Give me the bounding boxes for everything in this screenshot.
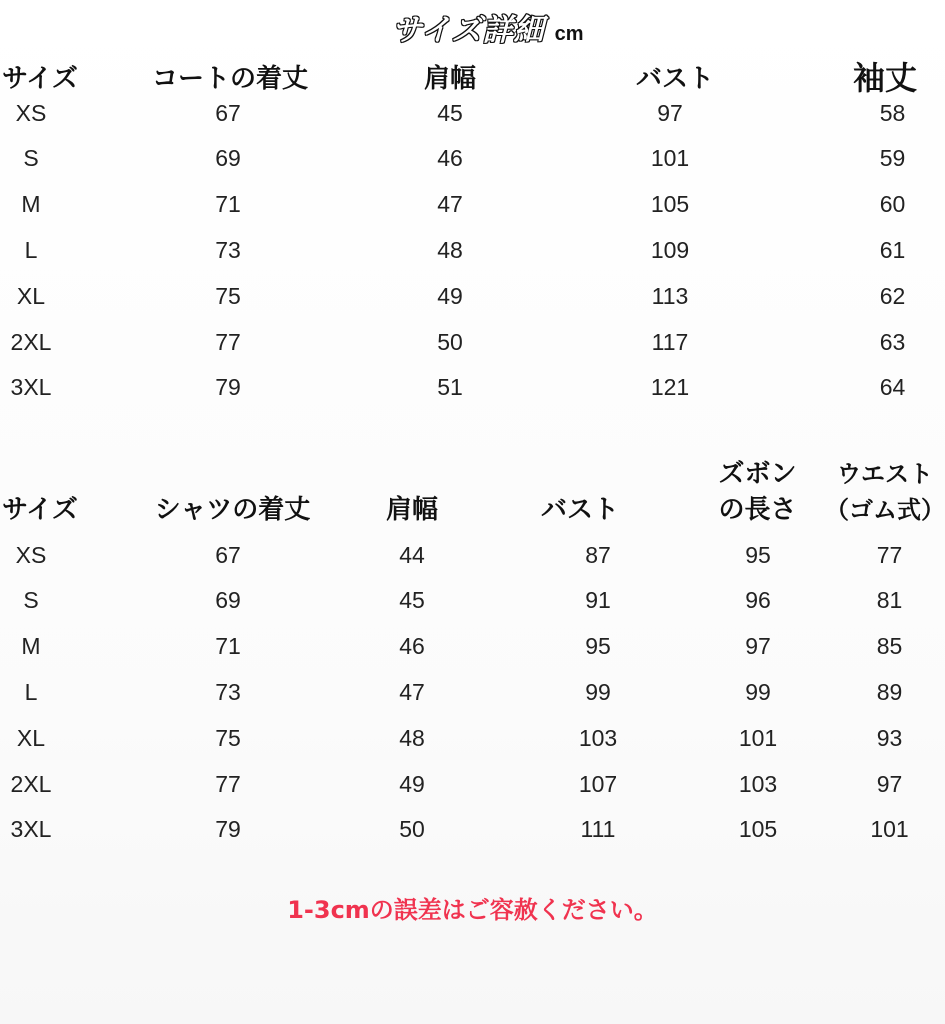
shirt-table-header bbox=[0, 448, 945, 528]
coat-table-cell: 60 bbox=[879, 191, 906, 218]
coat-table-cell: XS bbox=[15, 99, 47, 126]
coat-table-cell: 3XL bbox=[10, 374, 52, 401]
coat-table-header bbox=[0, 56, 945, 96]
shirt-table-cell: 97 bbox=[745, 633, 771, 660]
coat-table-row bbox=[0, 322, 945, 362]
shirt-table-cell: S bbox=[23, 587, 39, 614]
coat-table-cell: L bbox=[24, 236, 38, 263]
coat-table-cell: 67 bbox=[215, 99, 241, 126]
coat-table-cell: 105 bbox=[650, 191, 690, 218]
shirt-table-cell: 87 bbox=[585, 541, 611, 568]
coat-table-cell: 69 bbox=[215, 145, 241, 172]
shirt-table-cell: 93 bbox=[876, 724, 903, 751]
shirt-table-cell: 45 bbox=[399, 587, 425, 614]
shirt-table-cell: 103 bbox=[578, 724, 618, 751]
shirt-table-cell: 85 bbox=[876, 633, 903, 660]
shirt-table-cell: 101 bbox=[870, 816, 909, 843]
coat-table-cell: 63 bbox=[879, 328, 906, 355]
shirt-table-cell: 75 bbox=[215, 724, 241, 751]
coat-table-cell: 73 bbox=[215, 236, 241, 263]
shirt-table-cell: 95 bbox=[745, 541, 771, 568]
coat-table-cell: 58 bbox=[879, 99, 906, 126]
coat-table-row bbox=[0, 93, 945, 133]
shirt-table-cell: XS bbox=[15, 541, 47, 568]
shirt-header-length: シャツの着丈 bbox=[154, 495, 311, 525]
unit-label: cm bbox=[554, 23, 584, 45]
coat-table-row bbox=[0, 230, 945, 270]
shirt-table-cell: 107 bbox=[578, 770, 618, 797]
shirt-table-cell: L bbox=[24, 678, 38, 705]
coat-header-size: サイズ bbox=[2, 63, 78, 94]
shirt-header-size: サイズ bbox=[2, 495, 78, 525]
shirt-table-cell: 99 bbox=[585, 678, 611, 705]
shirt-table-cell: 49 bbox=[399, 770, 425, 797]
coat-table-row bbox=[0, 276, 945, 316]
coat-table-cell: 47 bbox=[437, 191, 463, 218]
shirt-table-row bbox=[0, 627, 945, 667]
coat-table-cell: 79 bbox=[215, 374, 241, 401]
coat-table-cell: 48 bbox=[437, 236, 463, 263]
coat-table-cell: 101 bbox=[650, 145, 690, 172]
coat-table-cell: 71 bbox=[215, 191, 241, 218]
shirt-table-cell: 73 bbox=[215, 678, 241, 705]
shirt-table-cell: XL bbox=[16, 724, 46, 751]
shirt-header-bust: バスト bbox=[540, 495, 619, 525]
shirt-table-cell: 81 bbox=[876, 587, 903, 614]
page-title: サイズ詳細 bbox=[392, 13, 545, 48]
shirt-header-shoulder: 肩幅 bbox=[385, 495, 438, 525]
shirt-table-cell: 79 bbox=[215, 816, 241, 843]
shirt-table-row bbox=[0, 535, 945, 575]
shirt-table-cell: 50 bbox=[399, 816, 425, 843]
shirt-table-cell: 91 bbox=[585, 587, 611, 614]
shirt-table-cell: 95 bbox=[585, 633, 611, 660]
coat-table-cell: M bbox=[21, 191, 41, 218]
shirt-table-cell: 103 bbox=[738, 770, 778, 797]
coat-table-cell: 61 bbox=[879, 236, 906, 263]
coat-table-cell: 46 bbox=[437, 145, 463, 172]
shirt-table-cell: 69 bbox=[215, 587, 241, 614]
shirt-table-cell: 99 bbox=[745, 678, 771, 705]
shirt-table-cell: 67 bbox=[215, 541, 241, 568]
coat-table-cell: 77 bbox=[215, 328, 241, 355]
coat-header-bust: バスト bbox=[635, 63, 714, 94]
shirt-table-cell: 96 bbox=[745, 587, 771, 614]
title-block bbox=[392, 6, 584, 46]
shirt-table-row bbox=[0, 581, 945, 621]
coat-table-cell: 50 bbox=[437, 328, 463, 355]
coat-table-cell: 109 bbox=[650, 236, 690, 263]
shirt-table-cell: 48 bbox=[399, 724, 425, 751]
coat-table-cell: S bbox=[23, 145, 39, 172]
coat-table-cell: 75 bbox=[215, 282, 241, 309]
coat-table-row bbox=[0, 139, 945, 179]
shirt-table-cell: 71 bbox=[215, 633, 241, 660]
shirt-table-cell: 44 bbox=[399, 541, 425, 568]
coat-table-cell: 62 bbox=[879, 282, 906, 309]
coat-table-cell: XL bbox=[16, 282, 46, 309]
shirt-table-row bbox=[0, 672, 945, 712]
coat-table-cell: 51 bbox=[437, 374, 463, 401]
coat-header-sleeve: 袖丈 bbox=[852, 59, 917, 97]
shirt-table-cell: 77 bbox=[876, 541, 903, 568]
coat-table-cell: 45 bbox=[437, 99, 463, 126]
coat-table-cell: 97 bbox=[657, 99, 683, 126]
shirt-table-cell: M bbox=[21, 633, 41, 660]
shirt-table-cell: 46 bbox=[399, 633, 425, 660]
coat-table-cell: 49 bbox=[437, 282, 463, 309]
coat-table-cell: 117 bbox=[651, 328, 689, 355]
shirt-table-cell: 111 bbox=[580, 816, 616, 843]
shirt-table-cell: 89 bbox=[876, 678, 903, 705]
coat-table-cell: 121 bbox=[650, 374, 690, 401]
shirt-table-cell: 77 bbox=[215, 770, 241, 797]
tolerance-note: 1-3cmの誤差はご容赦ください。 bbox=[287, 896, 658, 924]
coat-table-row bbox=[0, 185, 945, 225]
shirt-header-pants-length: ズボン の長さ bbox=[718, 459, 797, 525]
shirt-table-row bbox=[0, 718, 945, 758]
shirt-table-cell: 101 bbox=[738, 724, 778, 751]
coat-table-cell: 2XL bbox=[10, 328, 52, 355]
shirt-table-cell: 47 bbox=[399, 678, 425, 705]
shirt-table-row bbox=[0, 810, 945, 850]
shirt-table-row bbox=[0, 764, 945, 804]
shirt-table-cell: 105 bbox=[738, 816, 778, 843]
coat-table-cell: 64 bbox=[879, 374, 906, 401]
coat-header-length: コートの着丈 bbox=[151, 63, 308, 94]
shirt-header-waist: ウエスト （ゴム式） bbox=[825, 460, 945, 524]
shirt-table-cell: 2XL bbox=[10, 770, 52, 797]
shirt-table-cell: 97 bbox=[876, 770, 903, 797]
coat-table-cell: 59 bbox=[879, 145, 906, 172]
coat-header-shoulder: 肩幅 bbox=[423, 63, 476, 94]
coat-table-cell: 113 bbox=[651, 282, 689, 309]
coat-table-row bbox=[0, 368, 945, 408]
shirt-table-cell: 3XL bbox=[10, 816, 52, 843]
